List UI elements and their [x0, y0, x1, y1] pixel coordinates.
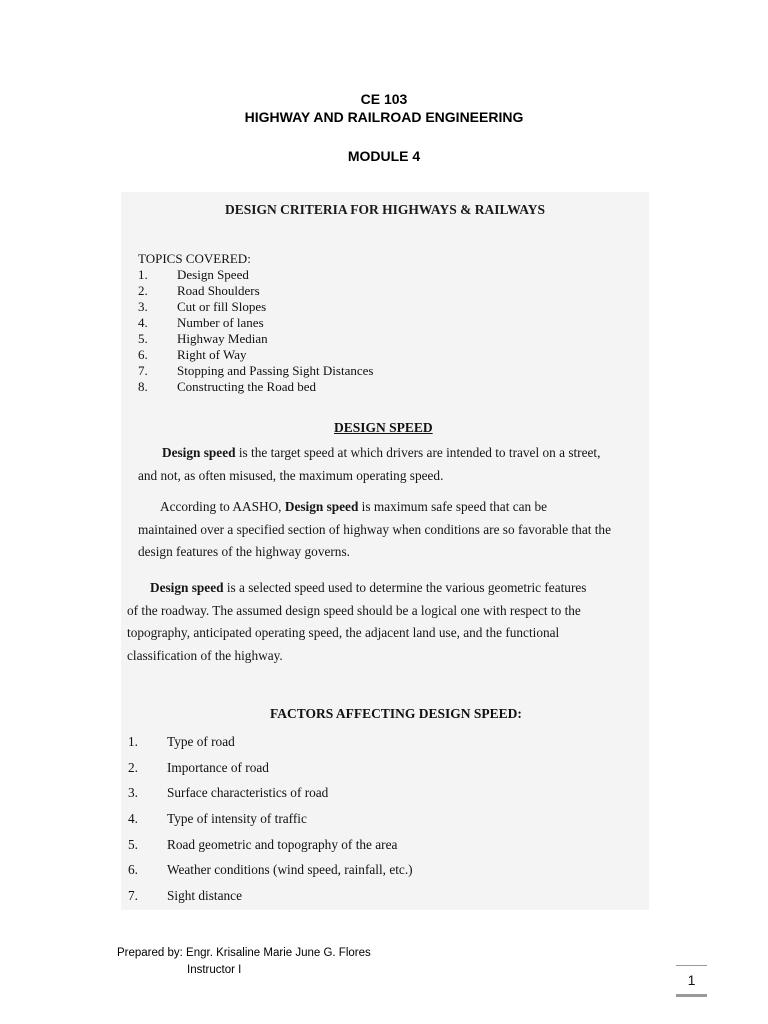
paragraph-1: Design speed is the target speed at which drivers are intended to travel on a street, and not, as often misused, the maximum operating speed.	[138, 445, 601, 483]
section-title: DESIGN CRITERIA FOR HIGHWAYS & RAILWAYS	[225, 202, 545, 217]
factor-item: 3. Surface characteristics of road	[128, 785, 329, 800]
design-speed-heading: DESIGN SPEED	[334, 420, 433, 435]
factor-item: 6. Weather conditions (wind speed, rainfall, etc.)	[128, 862, 413, 877]
paragraph-3: Design speed is a selected speed used to determine the various geometric features of the roadway. The assumed design speed should be a logical one with respect to the topography, anticipated operating speed, the adjacent land use, and the functional classification of the highway.	[127, 580, 587, 663]
factor-item: 4. Type of intensity of traffic	[128, 811, 307, 826]
term-design-speed: Design speed	[284, 499, 359, 514]
topic-item: 6. Right of Way	[138, 347, 247, 362]
factors-heading: FACTORS AFFECTING DESIGN SPEED:	[270, 706, 522, 721]
term-design-speed: Design speed	[150, 580, 224, 595]
factor-item: 7. Sight distance	[128, 888, 242, 903]
term-design-speed: Design speed	[162, 445, 236, 460]
topic-item: 8. Constructing the Road bed	[138, 379, 317, 394]
topics-label: TOPICS COVERED:	[138, 251, 251, 266]
factor-item: 2. Importance of road	[128, 760, 269, 775]
topic-item: 7. Stopping and Passing Sight Distances	[138, 363, 374, 378]
module-label: MODULE 4	[347, 148, 421, 164]
page-number: 1	[676, 965, 707, 997]
topic-item: 3. Cut or fill Slopes	[138, 299, 267, 314]
topic-item: 4. Number of lanes	[138, 315, 264, 330]
topic-item: 2. Road Shoulders	[138, 283, 260, 298]
course-title: HIGHWAY AND RAILROAD ENGINEERING	[244, 109, 524, 125]
instructor-role: Instructor I	[187, 964, 242, 976]
topic-item: 1. Design Speed	[138, 267, 249, 282]
topic-item: 5. Highway Median	[138, 331, 268, 346]
course-code: CE 103	[360, 91, 408, 107]
paragraph-2: According to AASHO, Design speed is maximum safe speed that can be maintained over a specified section of highway when conditions are so favorable that the design features of the highway governs.	[138, 499, 611, 559]
prepared-by: Prepared by: Engr. Krisaline Marie June G. Flores	[117, 947, 371, 959]
factor-item: 1. Type of road	[128, 734, 235, 749]
factor-item: 5. Road geometric and topography of the area	[128, 837, 398, 852]
